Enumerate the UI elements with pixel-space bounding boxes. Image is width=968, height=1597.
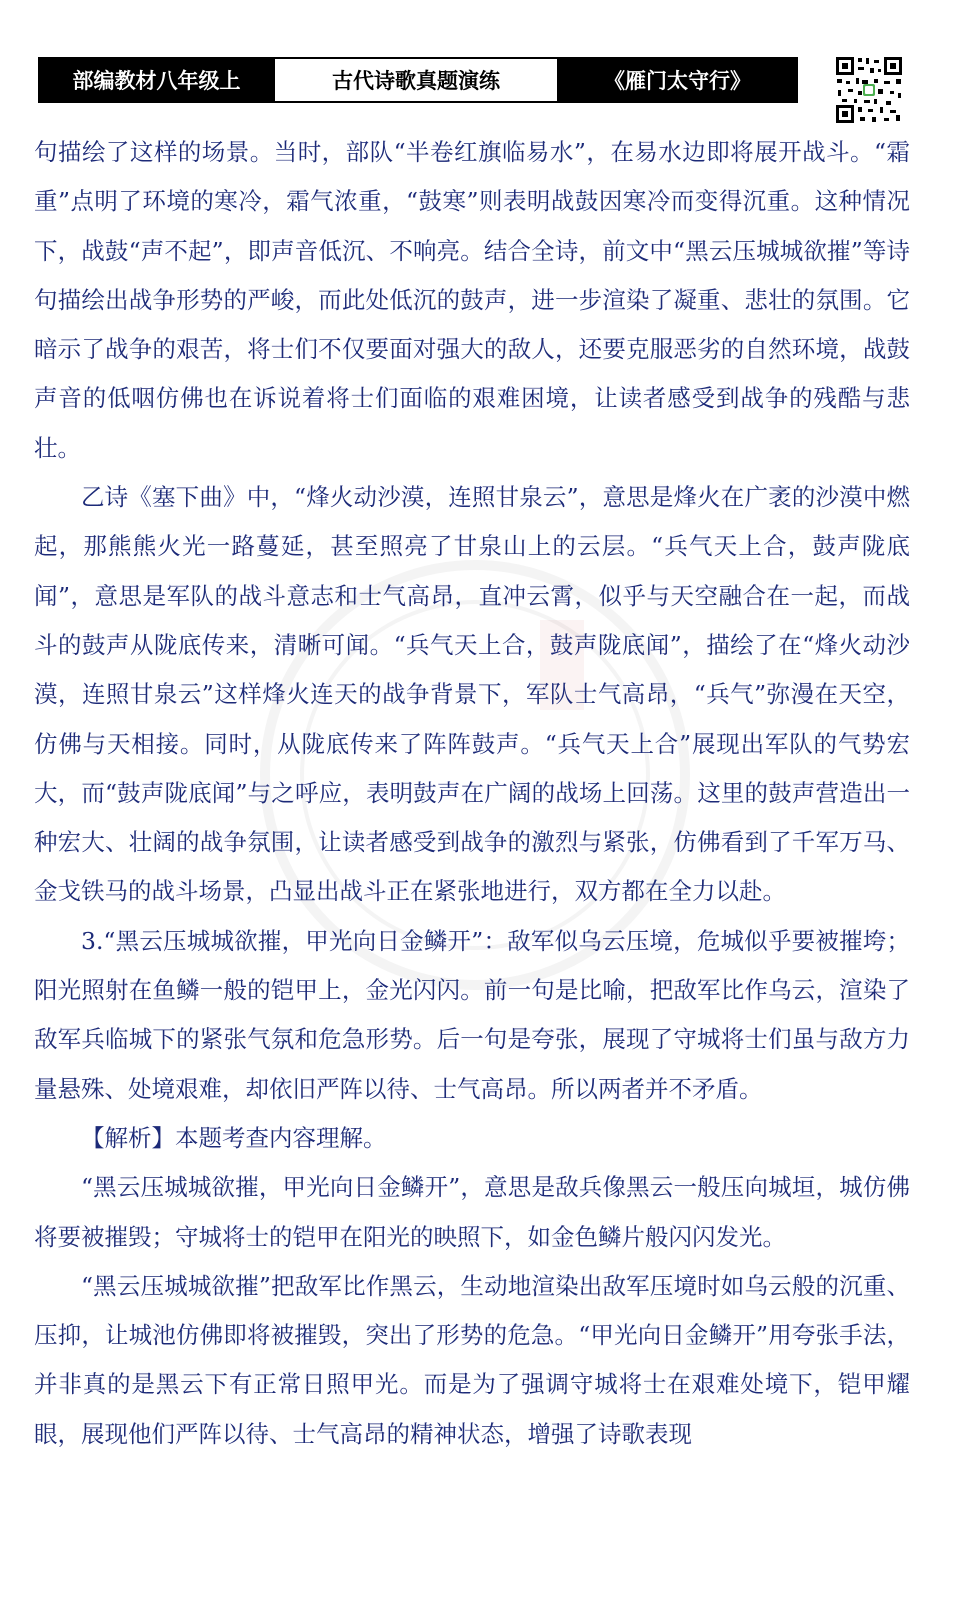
paragraph-analysis	[34, 1114, 910, 1163]
qr-code-icon	[834, 55, 904, 125]
analysis-tag: 【解析】	[81, 1123, 175, 1152]
analysis-text: 本题考查内容理解。	[175, 1123, 387, 1152]
paragraph-2: 乙诗《塞下曲》中，“烽火动沙漠，连照甘泉云”，意思是烽火在广袤的沙漠中燃起，那熊熊火光一路蔓延，甚至照亮了甘泉山上的云层。“兵气天上合，鼓声陇底闻”，意思是军队的战斗意志和士气高昂，直冲云霄，似乎与天空融合在一起，而战斗的鼓声从陇底传来，清晰可闻。“兵气天上合，鼓声陇底闻”，描绘了在“烽火动沙漠，连照甘泉云”这样烽火连天的战争背景下，军队士气高昂，“兵气”弥漫在天空，仿佛与天相接。同时，从陇底传来了阵阵鼓声。“兵气天上合”展现出军队的气势宏大，而“鼓声陇底闻”与之呼应，表明鼓声在广阔的战场上回荡。这里的鼓声营造出一种宏大、壮阔的战争氛围，让读者感受到战争的激烈与紧张，仿佛看到了千军万马、金戈铁马的战斗场景，凸显出战斗正在紧张地进行，双方都在全力以赴。	[34, 483, 910, 906]
header-section-title: 古代诗歌真题演练	[273, 59, 559, 101]
paragraph-3: 3.“黑云压城城欲摧，甲光向日金鳞开”：敌军似乌云压境，危城似乎要被摧垮；阳光照射在鱼鳞一般的铠甲上，金光闪闪。前一句是比喻，把敌军比作乌云，渲染了敌军兵临城下的紧张气氛和危急形势。后一句是夸张，展现了守城将士们虽与敌方力量悬殊、处境艰难，却依旧严阵以待、士气高昂。所以两者并不矛盾。	[34, 926, 910, 1103]
header-textbook: 部编教材八年级上	[40, 59, 273, 101]
header-poem-title: 《雁门太守行》	[559, 59, 796, 101]
paragraph-6: “黑云压城城欲摧”把敌军比作黑云，生动地渲染出敌军压境时如乌云般的沉重、压抑，让城池仿佛即将被摧毁，突出了形势的危急。“甲光向日金鳞开”用夸张手法，并非真的是黑云下有正常日照甲光。而是为了强调守城将士在艰难处境下，铠甲耀眼，展现他们严阵以待、士气高昂的精神状态，增强了诗歌表现	[34, 1271, 910, 1448]
paragraph-5: “黑云压城城欲摧，甲光向日金鳞开”，意思是敌兵像黑云一般压向城垣，城仿佛将要被摧毁；守城将士的铠甲在阳光的映照下，如金色鳞片般闪闪发光。	[34, 1173, 910, 1251]
document-body	[34, 128, 910, 1459]
page-header	[38, 57, 798, 103]
paragraph-1: 句描绘了这样的场景。当时，部队“半卷红旗临易水”，在易水边即将展开战斗。“霜重”点明了环境的寒冷，霜气浓重，“鼓寒”则表明战鼓因寒冷而变得沉重。这种情况下，战鼓“声不起”，即声音低沉、不响亮。结合全诗，前文中“黑云压城城欲摧”等诗句描绘出战争形势的严峻，而此处低沉的鼓声，进一步渲染了凝重、悲壮的氛围。它暗示了战争的艰苦，将士们不仅要面对强大的敌人，还要克服恶劣的自然环境，战鼓声音的低咽仿佛也在诉说着将士们面临的艰难困境，让读者感受到战争的残酷与悲壮。	[34, 138, 910, 462]
